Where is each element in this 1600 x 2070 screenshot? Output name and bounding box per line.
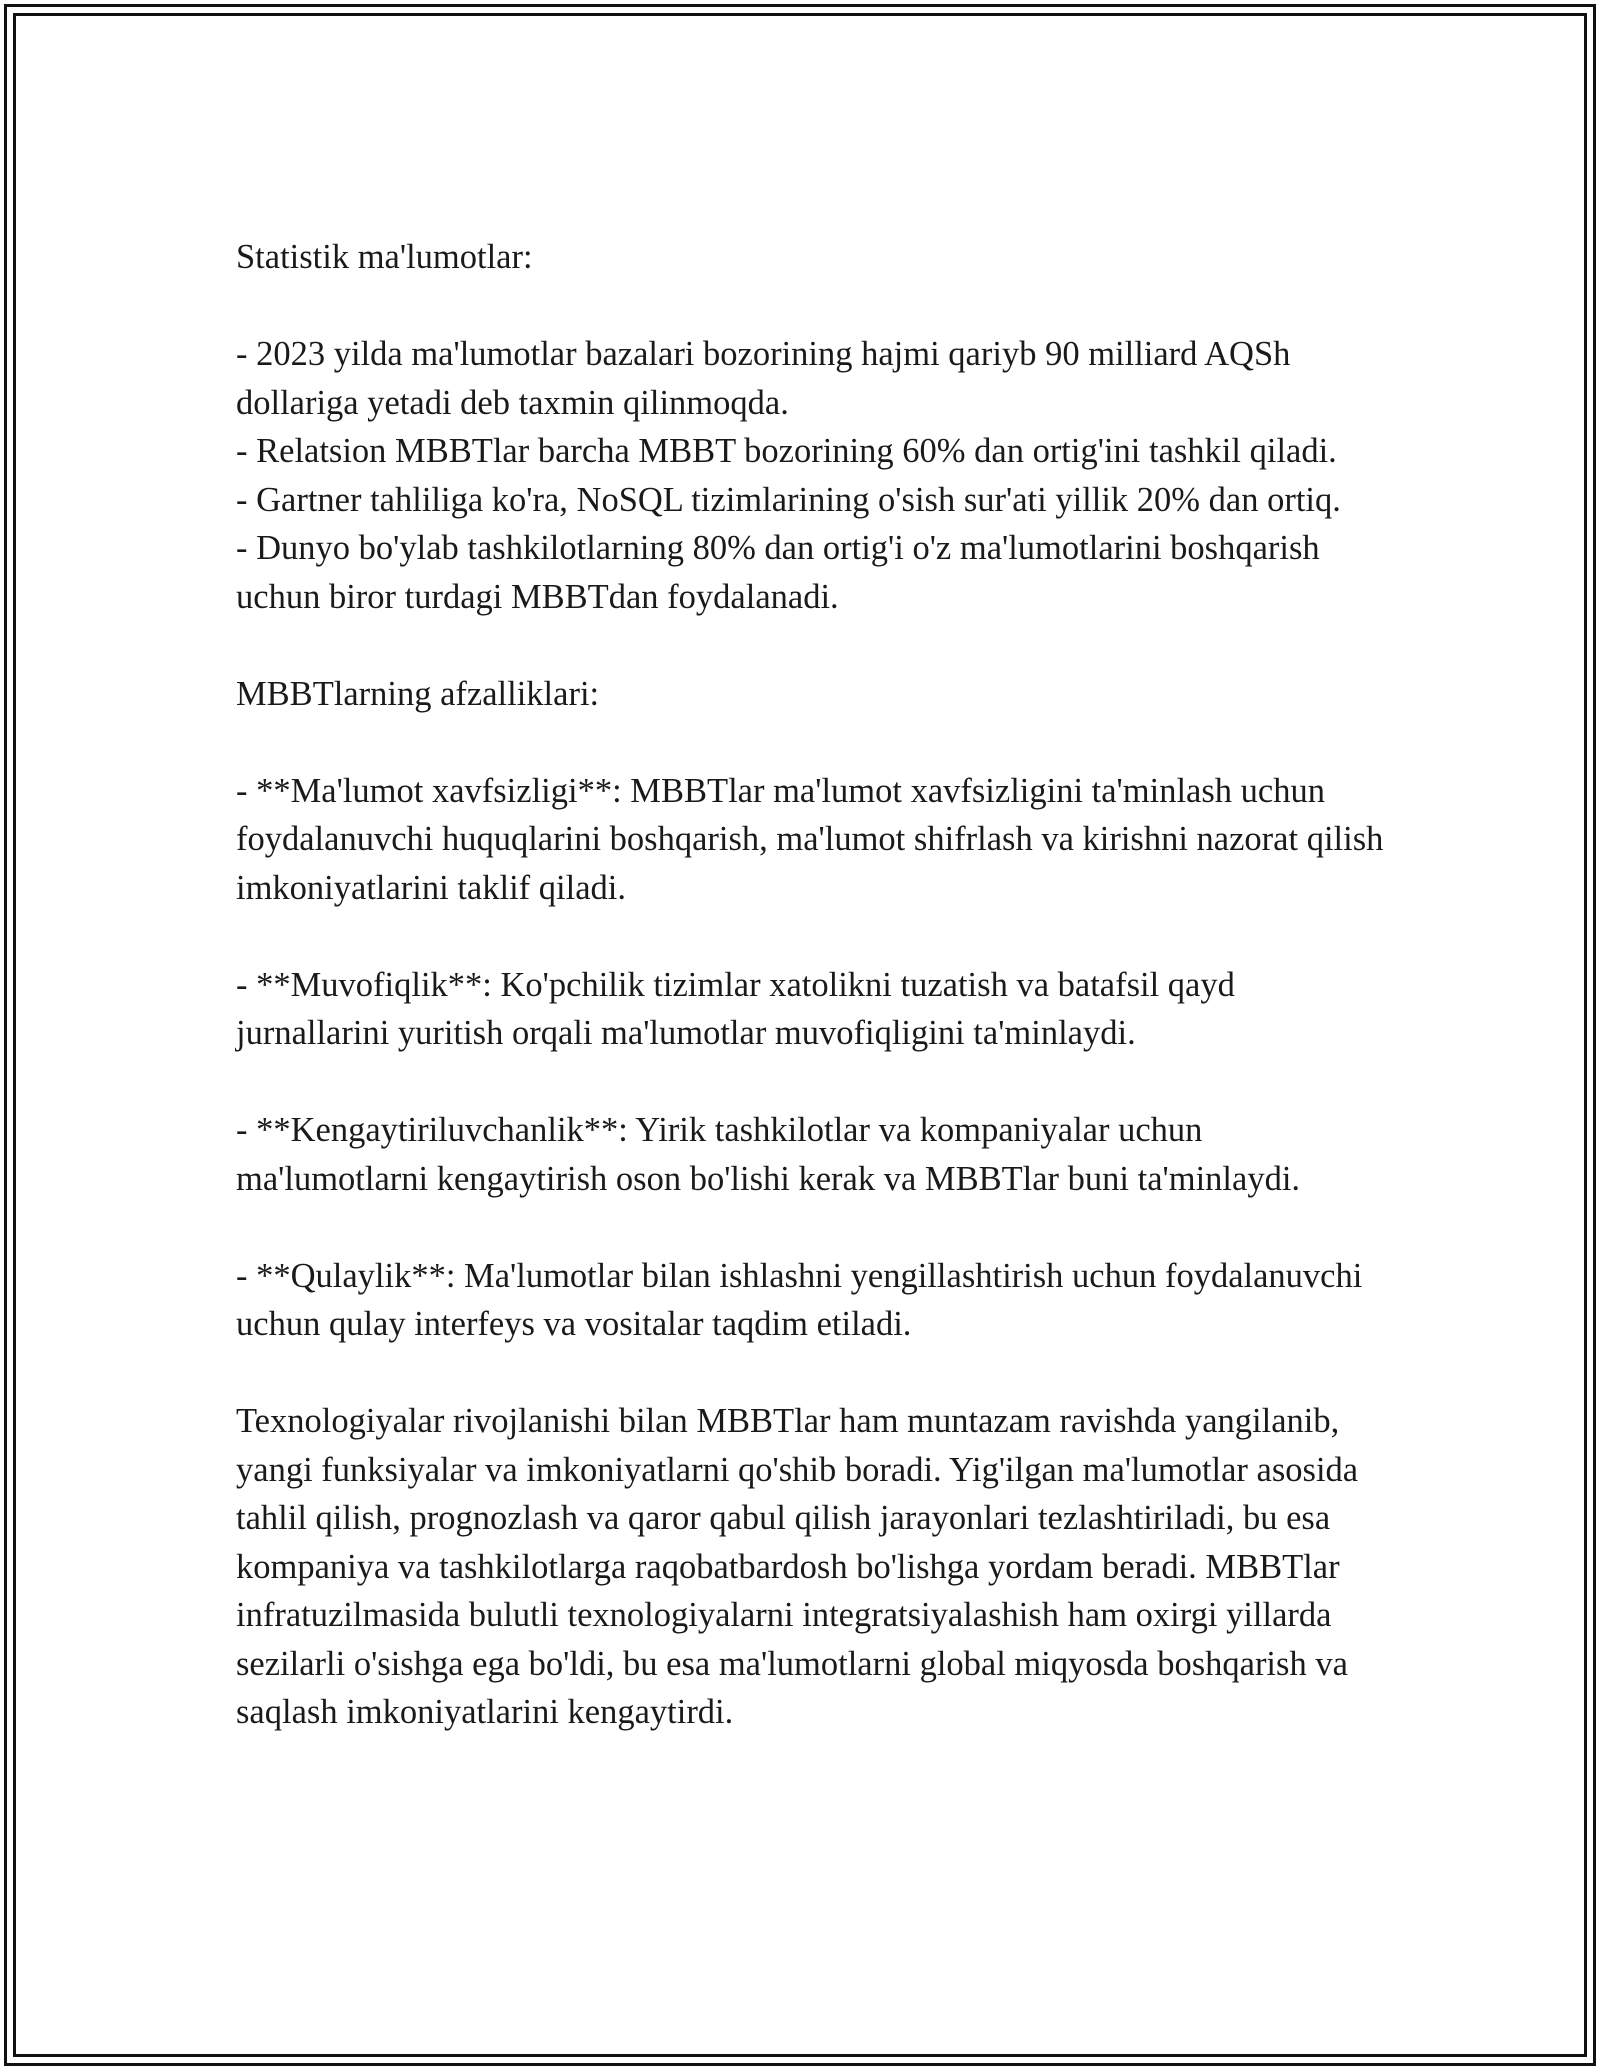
stat-item: - Gartner tahliliga ko'ra, NoSQL tizimlarining o'sish sur'ati yillik 20% dan ortiq. xyxy=(236,480,1341,519)
stat-item: - 2023 yilda ma'lumotlar bazalari bozorining hajmi qariyb 90 milliard AQSh dollariga yetadi deb taxmin qilinmoqda. xyxy=(236,335,1291,422)
stat-item: - Relatsion MBBTlar barcha MBBT bozorining 60% dan ortig'ini tashkil qiladi. xyxy=(236,432,1337,470)
advantages-heading: MBBTlarning afzalliklari: xyxy=(236,674,600,713)
advantage-item: - **Qulaylik**: Ma'lumotlar bilan ishlashni yengillashtirish uchun foydalanuvchi uchun qulay interfeys va vositalar taqdim etiladi. xyxy=(236,1256,1363,1343)
stats-heading: Statistik ma'lumotlar: xyxy=(236,238,533,276)
spacer xyxy=(236,912,1386,961)
spacer xyxy=(236,282,1386,331)
advantage-item: - **Muvofiqlik**: Ko'pchilik tizimlar xatolikni tuzatish va batafsil qayd jurnallarini yuritish orqali ma'lumotlar muvofiqligini ta'minlaydi. xyxy=(236,965,1235,1052)
conclusion-paragraph: Texnologiyalar rivojlanishi bilan MBBTlar ham muntazam ravishda yangilanib, yangi funksiyalar va imkoniyatlarni qo'shib boradi. Yig'ilgan ma'lumotlar asosida tahlil qilish, prognozlash va qaror qabul qilish jarayonlari tezlashtiriladi, bu esa kompaniya va tashkilotlarga raqobatbardosh bo'lishga yordam beradi. MBBTlar infratuzilmasida bulutli texnologiyalarni integratsiyalashish ham oxirgi yillarda sezilarli o'sishga ega bo'ldi, bu esa ma'lumotlarni global miqyosda boshqarish va saqlash imkoniyatlarini kengaytirdi. xyxy=(236,1402,1359,1731)
spacer xyxy=(236,718,1386,767)
advantage-item: - **Kengaytiriluvchanlik**: Yirik tashkilotlar va kompaniyalar uchun ma'lumotlarni kengaytirish oson bo'lishi kerak va MBBTlar buni ta'minlaydi. xyxy=(236,1111,1301,1198)
spacer xyxy=(236,1058,1386,1107)
stat-item: - Dunyo bo'ylab tashkilotlarning 80% dan ortig'i o'z ma'lumotlarini boshqarish uchun biror turdagi MBBTdan foydalanadi. xyxy=(236,529,1320,616)
spacer xyxy=(236,1203,1386,1252)
advantage-item: - **Ma'lumot xavfsizligi**: MBBTlar ma'lumot xavfsizligini ta'minlash uchun foydalanuvchi huquqlarini boshqarish, ma'lumot shifrlash va kirishni nazorat qilish imkoniyatlarini taklif qiladi. xyxy=(236,771,1384,907)
spacer xyxy=(236,1349,1386,1398)
document-body xyxy=(236,233,1386,1737)
spacer xyxy=(236,621,1386,670)
